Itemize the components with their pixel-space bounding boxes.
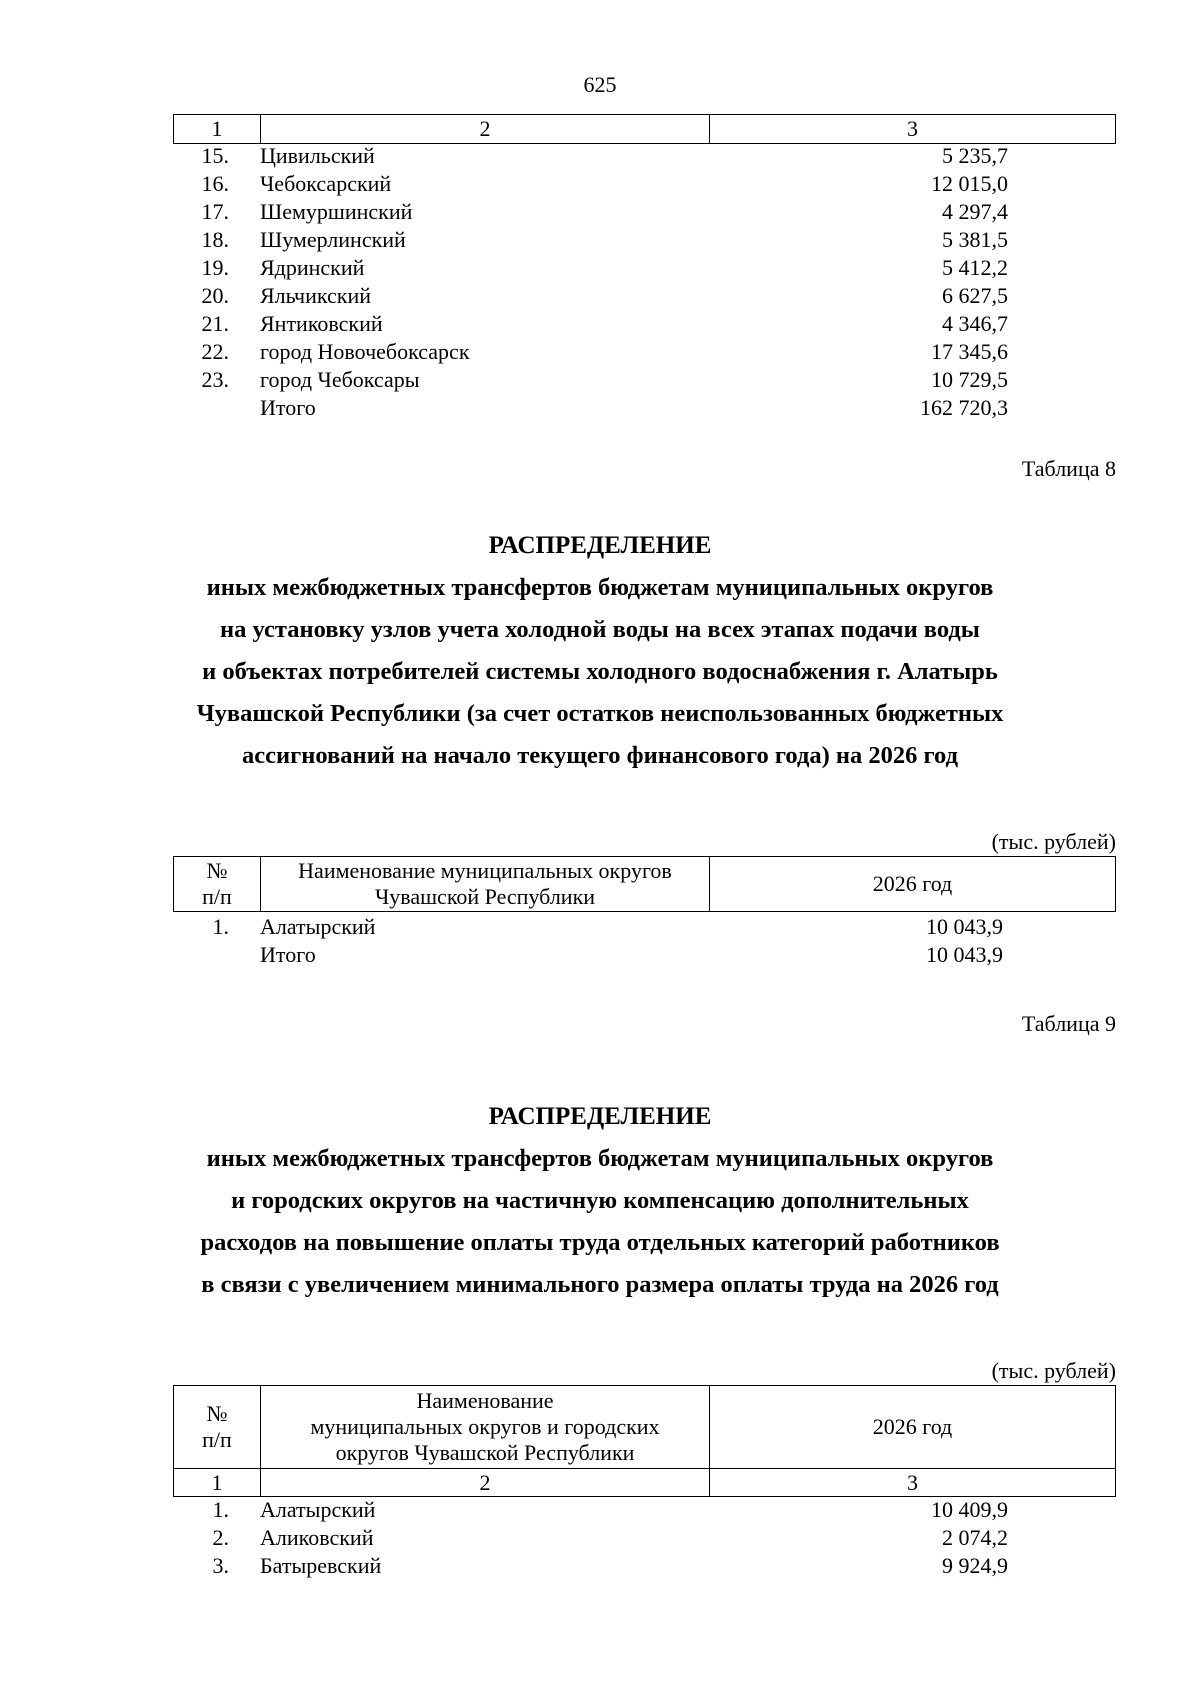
table-9-subtitle-line: в связи с увеличением минимального размера оплаты труда на 2026 год [201,1271,999,1298]
table-8-header [173,856,1116,912]
col-header-1: 1 [211,116,223,141]
table-row: 2. Аликовский 2 074,2 [212,1525,1008,1550]
table-row: 21. Янтиковский 4 346,7 [201,311,1008,336]
table-row: 23. город Чебоксары 10 729,5 [201,367,1008,392]
table-9-subtitle-line: и городских округов на частичную компенсацию дополнительных [231,1187,969,1214]
header-name: Наименование муниципальных округов Чувашской Республики [260,857,709,911]
table-9-subtitle-line: расходов на повышение оплаты труда отдельных категорий работников [200,1229,1000,1256]
table-9-title: РАСПРЕДЕЛЕНИЕ [488,1103,712,1130]
table-row: 1. Алатырский 10 409,9 [212,1497,1008,1522]
table-7-body [173,142,1116,422]
col-header-2: 2 [260,115,709,143]
table-row: 16. Чебоксарский 12 015,0 [201,171,1008,196]
table-9-subtitle-line: иных межбюджетных трансфертов бюджетам муниципальных округов [206,1145,994,1172]
table-row: 15. Цивильский 5 235,7 [201,143,1008,168]
table-8-title: РАСПРЕДЕЛЕНИЕ [488,532,712,559]
table-9-heading [0,1096,1200,1306]
table-row: 22. город Новочебоксарск 17 345,6 [201,339,1008,364]
page-number: 625 [583,72,617,97]
table-8-heading [0,525,1200,777]
col-header-3: 3 [709,1469,1115,1496]
table-row: 3. Батыревский 9 924,9 [212,1553,1008,1578]
table-9 [173,1385,1116,1580]
total-row: Итого 162 720,3 [260,395,1008,420]
table-row: 19. Ядринский 5 412,2 [201,255,1008,280]
table-8-units: (тыс. рублей) [991,829,1116,854]
header-year: 2026 год [709,857,1115,911]
col-header-2: 2 [260,1469,709,1496]
table-9-units: (тыс. рублей) [991,1358,1116,1383]
header-num: № п/п [202,858,232,909]
table-8-subtitle-line: ассигнований на начало текущего финансового года) на 2026 год [242,742,958,769]
table-7 [173,114,1116,422]
column-number-header [173,114,1116,144]
table-8-body [173,913,1116,969]
table-8-caption: Таблица 8 [1021,456,1116,481]
column-number-header [173,1469,1116,1497]
col-header-1: 1 [211,1469,223,1495]
table-8-subtitle-line: иных межбюджетных трансфертов бюджетам муниципальных округов [206,574,994,601]
col-header-3: 3 [709,115,1115,143]
table-8-subtitle-line: и объектах потребителей системы холодного водоснабжения г. Алатырь [202,658,998,685]
header-year: 2026 год [709,1386,1115,1468]
table-9-header [173,1385,1116,1469]
table-row: 18. Шумерлинский 5 381,5 [201,227,1008,252]
table-8-subtitle-line: на установку узлов учета холодной воды на всех этапах подачи воды [220,616,980,643]
table-9-caption: Таблица 9 [1021,1011,1116,1036]
table-9-body [173,1496,1116,1580]
total-row: Итого 10 043,9 [260,942,1003,967]
header-name: Наименование муниципальных округов и городских округов Чувашской Республики [260,1386,709,1468]
table-8-subtitle-line: Чувашской Республики (за счет остатков неиспользованных бюджетных [196,700,1004,727]
table-8 [173,856,1116,969]
header-num: № п/п [202,1401,232,1452]
table-row: 20. Яльчикский 6 627,5 [201,283,1008,308]
table-row: 17. Шемуршинский 4 297,4 [201,199,1008,224]
table-row: 1. Алатырский 10 043,9 [212,914,1003,939]
